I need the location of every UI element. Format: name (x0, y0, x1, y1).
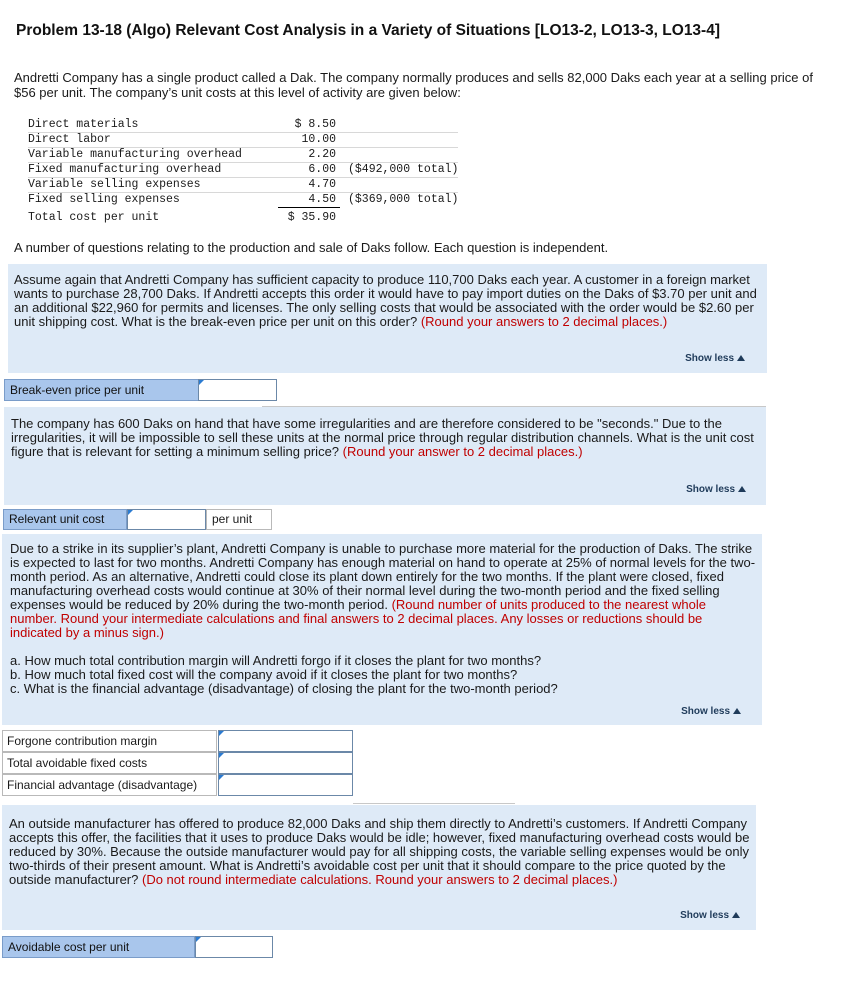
cost-note: ($492,000 total) (340, 163, 458, 178)
caret-up-icon (737, 355, 745, 361)
cost-label: Fixed manufacturing overhead (28, 163, 278, 178)
cost-amount: 2.20 (278, 148, 340, 163)
show-less-label: Show less (681, 706, 730, 717)
cost-label: Variable manufacturing overhead (28, 148, 278, 163)
caret-up-icon (733, 708, 741, 714)
q3-row-input[interactable] (218, 774, 353, 796)
question-2-box (4, 407, 766, 505)
question-2-text: The company has 600 Daks on hand that have some irregularities and are therefore considered to be "seconds." Due to the irregularities, it will be impossible to sell these units at the normal price through regular distribution channels. What is the unit cost figure that is relevant for setting a minimum selling price? (11, 416, 754, 459)
break-even-price-label: Break-even price per unit (4, 379, 199, 401)
cost-label: Fixed selling expenses (28, 193, 180, 206)
total-label: Total cost per unit (28, 210, 160, 224)
question-1-box (8, 264, 767, 373)
q3-row-label: Financial advantage (disadvantage) (2, 774, 217, 796)
divider (353, 803, 515, 804)
question-3-part-a: a. How much total contribution margin will Andretti forgo if it closes the plant for two months? (10, 653, 542, 668)
total-amount: $ 35.90 (287, 211, 336, 224)
cost-note (340, 133, 458, 148)
avoidable-cost-label: Avoidable cost per unit (2, 936, 195, 958)
cost-note: ($369,000 total) (348, 193, 459, 206)
cost-label: Direct materials (28, 118, 278, 133)
show-less-link-2[interactable] (686, 483, 746, 497)
show-less-label: Show less (686, 484, 735, 495)
q3-row-input[interactable] (218, 752, 353, 774)
show-less-label: Show less (685, 353, 734, 364)
question-3-text: Due to a strike in its supplier’s plant, Andretti Company is unable to purchase more material for the production of Daks. The strike is expected to last for two months. Andretti Company has enough material on hand to operate at 25% of normal levels for the two-month period. As an alternative, Andretti could close its plant down entirely for the two months. If the plant were closed, fixed manufacturing overhead costs would continue at 30% of their normal level during the two-month period and the fixed selling expenses would be reduced by 20% during the two-month period. (10, 541, 756, 612)
q3-row-label: Forgone contribution margin (2, 730, 217, 752)
cost-note (340, 118, 458, 133)
per-unit-label: per unit (206, 509, 272, 530)
cost-amount: 6.00 (278, 163, 340, 178)
caret-up-icon (738, 486, 746, 492)
break-even-price-input[interactable] (198, 379, 277, 401)
instructions-text: A number of questions relating to the production and sale of Daks follow. Each question is independent. (14, 240, 609, 255)
show-less-link-3[interactable] (681, 705, 741, 719)
q3-row-label: Total avoidable fixed costs (2, 752, 217, 774)
question-3-part-b: b. How much total fixed cost will the company avoid if it closes the plant for two months? (10, 667, 518, 682)
question-4-instruction: (Do not round intermediate calculations. Round your answers to 2 decimal places.) (141, 872, 618, 887)
relevant-unit-cost-input[interactable] (127, 509, 206, 530)
avoidable-cost-input[interactable] (195, 936, 273, 958)
cost-amount: $ 8.50 (278, 118, 340, 133)
question-3-box (2, 534, 762, 725)
show-less-link-1[interactable] (685, 352, 745, 366)
cost-amount: 4.50 (278, 193, 340, 208)
q3-row-input[interactable] (218, 730, 353, 752)
question-2-instruction: (Round your answer to 2 decimal places.) (342, 444, 583, 459)
show-less-link-4[interactable] (680, 909, 740, 923)
question-1-text: Assume again that Andretti Company has sufficient capacity to produce 110,700 Daks each year. A customer in a foreign market wants to purchase 28,700 Daks. If Andretti accepts this order it would have to pay import duties on the Daks of $3.70 per unit and an additional $22,960 for permits and licenses. The only selling costs that would be associated with the order would be $2.60 per unit shipping cost. What is the break-even price per unit on this order? (14, 272, 757, 329)
cost-note (340, 178, 458, 193)
cost-amount: 4.70 (278, 178, 340, 193)
cost-row (28, 148, 458, 163)
question-3-part-c: c. What is the financial advantage (disadvantage) of closing the plant for the two-month period? (10, 681, 558, 696)
intro-text: Andretti Company has a single product called a Dak. The company normally produces and sells 82,000 Daks each year at a selling price of $56 per unit. The company’s unit costs at this level of activity are given below: (14, 70, 813, 100)
cost-row (28, 193, 458, 208)
cost-label: Variable selling expenses (28, 178, 278, 193)
page-title: Problem 13-18 (Algo) Relevant Cost Analysis in a Variety of Situations [LO13-2, LO13-3, LO13-4] (16, 22, 721, 39)
show-less-label: Show less (680, 910, 729, 921)
cost-row (28, 118, 458, 133)
question-1-instruction: (Round your answers to 2 decimal places.) (420, 314, 668, 329)
question-3-instruction: (Round number of units produced to the nearest whole number. Round your intermediate calculations and final answers to 2 decimal places. Any losses or reductions should be indicated by a minus sign.) (10, 597, 706, 640)
cost-label: Direct labor (28, 133, 278, 148)
cost-amount: 10.00 (278, 133, 340, 148)
cost-row (28, 163, 458, 178)
cost-note (340, 148, 458, 163)
question-4-box (2, 805, 756, 930)
unit-cost-table (28, 118, 458, 225)
total-cost-row (28, 208, 458, 226)
relevant-unit-cost-label: Relevant unit cost (3, 509, 127, 530)
cost-row (28, 133, 458, 148)
question-4-text: An outside manufacturer has offered to produce 82,000 Daks and ship them directly to Andretti’s customers. If Andretti Company accepts this offer, the facilities that it uses to produce Daks would be idle; however, fixed manufacturing overhead costs would be reduced by 30%. Because the outside manufacturer would pay for all shipping costs, the variable selling expenses would be only two-thirds of their present amount. What is Andretti’s avoidable cost per unit that it should compare to the price quoted by the outside manufacturer? (9, 816, 750, 887)
cost-row (28, 178, 458, 193)
caret-up-icon (732, 912, 740, 918)
